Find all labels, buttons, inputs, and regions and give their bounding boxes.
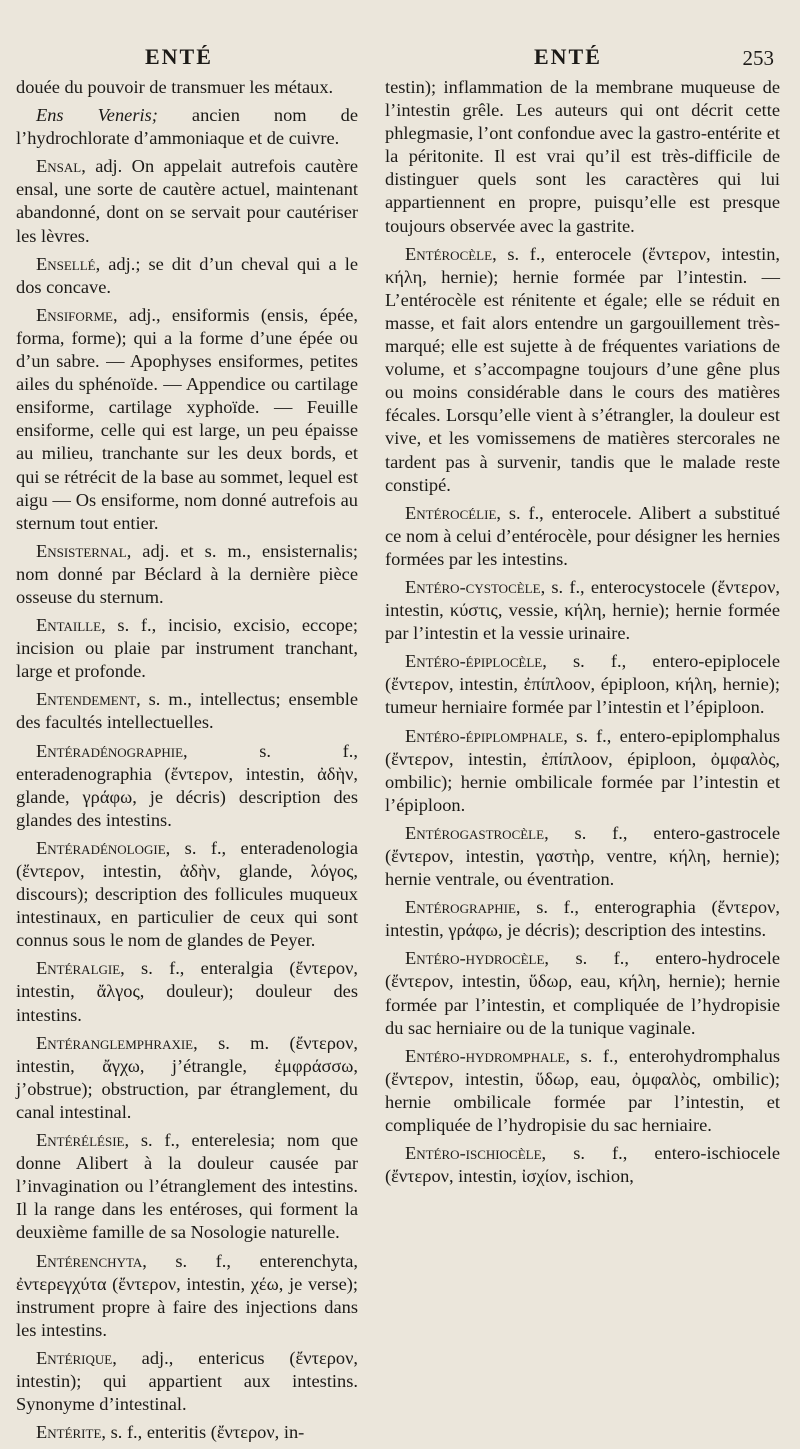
dictionary-entry <box>385 576 780 645</box>
entry-body: testin); inflammation de la membrane muqueuse de l’intestin grêle. Les auteurs qui ont décrit cette phlegmasie, l’ont confondue avec la gastro-entérite et la péritonite. Il est vrai qu’il est très-difficile de distinguer quels sont les caractères qui lui appartiennent en propre, puisqu’elle est presque toujours observée avec la gastrite. <box>385 77 780 236</box>
dictionary-entry <box>385 650 780 719</box>
dictionary-entry <box>385 1142 780 1188</box>
entry-body: , s. m., intellectus; ensemble des facultés intellectuelles. <box>16 689 358 733</box>
entry-body: , s. f., enterocele (ἔντερον, intestin, κήλη, hernie); hernie formée par l’intestin. — L’entérocèle est rénitente et égale; elle se réduit en masse, et fait alors entendre un gargouillement très-marqué; elle est sujette à de fréquentes variations de volume, et s’accompagne toujours d’une gêne plus ou moins considérable dans le cours des matières fécales. Lorsqu’elle vient à s’étrangler, la douleur est vive, et les vomissemens de matières stercorales ne tardent pas à survenir, tandis que le malade reste constipé. <box>385 243 780 495</box>
running-head-left: ENTÉ <box>145 44 213 69</box>
left-column <box>16 76 358 1449</box>
dictionary-entry <box>16 76 358 99</box>
entry-body: ancien nom de l’hydrochlorate d’ammoniaque et de cuivre. <box>16 105 358 149</box>
entry-body: , s. f., entero-hydrocele (ἔντερον, intestin, ὕδωρ, eau, κήλη, hernie); hernie formée par l’intestin, et compliquée de l’hydropisie du sac herniaire ou de la tunique vaginale. <box>385 948 780 1038</box>
entry-headword: Entéralgie <box>36 958 121 979</box>
entry-body: , s. f., entero-gastrocele (ἔντερον, intestin, γαστὴρ, ventre, κήλη, hernie); hernie ventrale, ou éventration. <box>385 822 780 890</box>
entry-headword: Entéro-ischiocèle <box>405 1143 542 1164</box>
entry-headword: Ensellé <box>36 253 96 274</box>
dictionary-entry <box>16 1421 358 1444</box>
dictionary-entry <box>16 1129 358 1244</box>
entry-body: , s. f., enterenchyta, ἐντερεγχύτα (ἔντερον, intestin, χέω, je verse); instrument propre à faire des injections dans les intestins. <box>16 1250 358 1340</box>
entry-headword: Entéro-cystocèle <box>405 576 541 597</box>
entry-body: , s. f., enteradenographia (ἔντερον, intestin, ἀδὴν, glande, γράφω, je décris) description des glandes des intestins. <box>16 740 358 830</box>
entry-headword: Entérélésie <box>36 1130 125 1151</box>
dictionary-entry <box>16 155 358 247</box>
entry-headword: Entérite <box>36 1422 102 1443</box>
entry-body: , s. f., enterelesia; nom que donne Alibert à la douleur causée par l’invagination ou l’étranglement des intestins. Il la range dans les entéroses, qui forment la deuxième famille de sa Nosologie naturelle. <box>16 1130 358 1243</box>
dictionary-entry <box>16 614 358 683</box>
entry-headword: Ensiforme <box>36 304 113 325</box>
dictionary-entry <box>16 304 358 535</box>
dictionary-entry <box>385 947 780 1039</box>
dictionary-entry <box>16 688 358 734</box>
entry-body: , s. f., enterographia (ἔντερον, intestin, γράφω, je décris); description des intestins. <box>385 897 780 941</box>
dictionary-entry <box>16 104 358 150</box>
dictionary-entry <box>16 1347 358 1416</box>
dictionary-entry <box>385 76 780 238</box>
entry-body: , s. f., enterohydromphalus (ἔντερον, intestin, ὕδωρ, eau, ὀμφαλὸς, ombilic); hernie ombilicale formée par l’intestin, et compliquée de l’hydropisie du sac herniaire. <box>385 1045 780 1136</box>
dictionary-entry <box>16 253 358 299</box>
dictionary-entry <box>16 1250 358 1342</box>
dictionary-entry <box>385 243 780 497</box>
entry-headword: Entéro-épiplomphale <box>405 725 564 746</box>
dictionary-entry <box>16 740 358 832</box>
entry-body: , adj. On appelait autrefois cautère ensal, une sorte de cautère actuel, maintenant abandonné, dont on se servait pour cautériser les lèvres. <box>16 156 358 246</box>
entry-headword: Entérogastrocèle <box>405 822 545 843</box>
entry-headword: Entérocèle <box>405 243 493 264</box>
entry-body: , s. m. (ἔντερον, intestin, ἄγχω, j’étrangle, ἐμφράσσω, j’obstrue); obstruction, par étranglement, du canal intestinal. <box>16 1032 358 1122</box>
dictionary-entry <box>385 502 780 571</box>
dictionary-entry <box>385 1045 780 1137</box>
entry-headword: Entérique <box>36 1347 113 1368</box>
entry-italic-lemma: Ens Veneris; <box>36 105 192 126</box>
entry-headword: Entérographie <box>405 897 516 918</box>
entry-body: , adj., entericus (ἔντερον, intestin); qui appartient aux intestins. Synonyme d’intestinal. <box>16 1347 358 1415</box>
entry-body: douée du pouvoir de transmuer les métaux. <box>16 77 334 97</box>
entry-body: , adj.; se dit d’un cheval qui a le dos concave. <box>16 253 358 297</box>
entry-headword: Entendement <box>36 689 137 710</box>
dictionary-entry <box>385 822 780 891</box>
entry-body: , s. f., entero-epiplomphalus (ἔντερον, intestin, ἐπίπλοον, épiploon, ὀμφαλὸς, ombilic); hernie ombilicale formée par l’intestin et l’épiploon. <box>385 725 780 815</box>
entry-headword: Entérenchyta <box>36 1250 143 1271</box>
entry-headword: Entéro-hydrocèle <box>405 948 545 969</box>
entry-headword: Ensal <box>36 156 82 177</box>
entry-headword: Entéro-épiplocèle <box>405 651 543 672</box>
entry-body: , adj., ensiformis (ensis, épée, forma, forme); qui a la forme d’une épée ou d’un sabre. — Apophyses ensiformes, petites ailes du sphénoïde. — Appendice ou cartilage ensiforme, cartilage xyphoïde. — Feuille ensiforme, celle qui est large, un peu épaisse au milieu, tranchante sur les deux bords, et qui se rétrécit de la base au sommet, lequel est aigu — Os ensiforme, nom donné autrefois au sternum tout entier. <box>16 304 358 533</box>
entry-headword: Entéranglemphraxie <box>36 1032 194 1053</box>
entry-body: , s. f., enterocele. Alibert a substitué ce nom à celui d’entérocèle, pour désigner les hernies formées par les intestins. <box>385 502 780 569</box>
entry-body: , adj. et s. m., ensisternalis; nom donné par Béclard à la dernière pièce osseuse du sternum. <box>16 540 358 607</box>
dictionary-entry <box>16 837 358 952</box>
dictionary-entry <box>16 540 358 609</box>
entry-body: , s. f., enterocystocele (ἔντερον, intestin, κύστις, vessie, κήλη, hernie); hernie formée par l’intestin et la vessie urinaire. <box>385 576 780 644</box>
dictionary-entry <box>385 896 780 942</box>
entry-headword: Entéradénographie <box>36 740 184 761</box>
right-column <box>385 76 780 1193</box>
entry-headword: Ensisternal <box>36 540 127 561</box>
dictionary-entry <box>385 725 780 817</box>
entry-body: , s. f., incisio, excisio, eccope; incision ou plaie par instrument tranchant, large et profonde. <box>16 615 358 682</box>
entry-headword: Entaille <box>36 615 102 636</box>
dictionary-entry <box>16 1032 358 1124</box>
dictionary-entry <box>16 957 358 1026</box>
entry-body: , s. f., enteradenologia (ἔντερον, intestin, ἀδὴν, glande, λόγος, discours); description des follicules muqueux intestinaux, en particulier de ceux qui sont connus sous le nom de glandes de Peyer. <box>16 837 358 951</box>
running-head-right: ENTÉ <box>534 44 602 69</box>
entry-body: , s. f., entero-ischiocele (ἔντερον, intestin, ἰσχίον, ischion, <box>385 1143 780 1187</box>
entry-body: , s. f., entero-epiplocele (ἔντερον, intestin, ἐπίπλοον, épiploon, κήλη, hernie); tumeur herniaire formée par l’intestin et l’épiploon. <box>385 651 780 718</box>
page-number: 253 <box>742 46 774 70</box>
entry-body: , s. f., enteralgia (ἔντερον, intestin, ἄλγος, douleur); douleur des intestins. <box>16 958 358 1025</box>
entry-headword: Entérocélie <box>405 502 497 523</box>
entry-headword: Entéro-hydromphale <box>405 1045 566 1066</box>
entry-body: , s. f., enteritis (ἔντερον, in- <box>101 1422 305 1443</box>
entry-headword: Entéradénologie <box>36 837 166 858</box>
